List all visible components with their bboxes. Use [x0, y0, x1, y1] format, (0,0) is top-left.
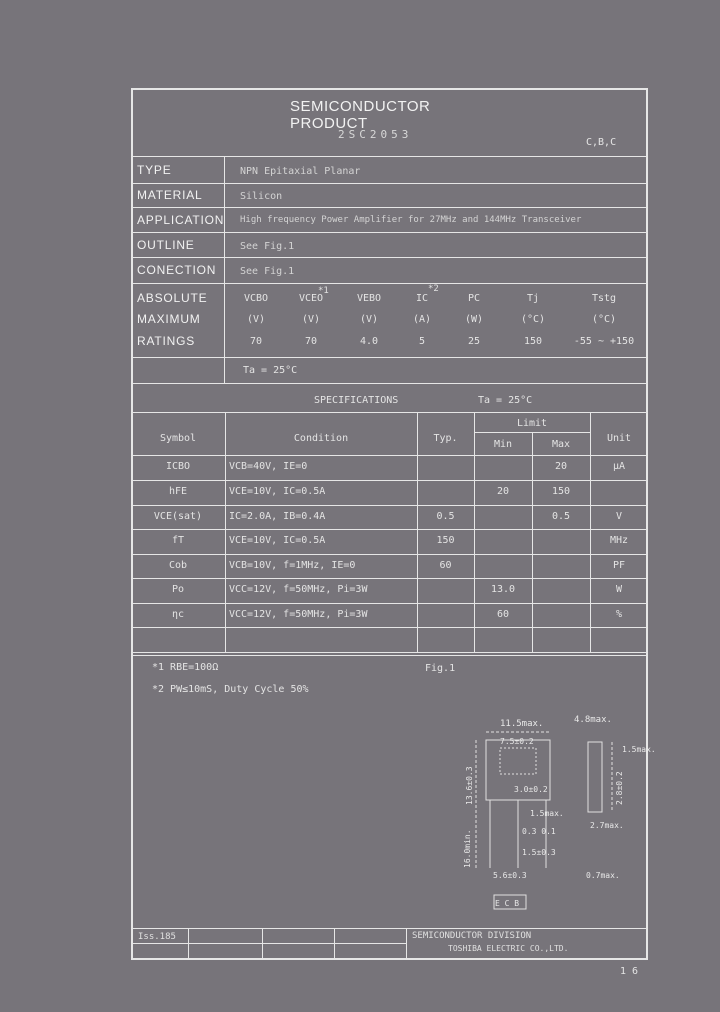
- cell-unit: PF: [612, 560, 626, 571]
- dim-text: 16.0min.: [463, 829, 472, 868]
- divider: [131, 943, 406, 944]
- note-1: *1 RBE=100Ω: [152, 662, 219, 673]
- rating-symbol: PC: [467, 293, 481, 304]
- rating-value: 150: [523, 336, 543, 347]
- rating-symbol: Tj: [526, 293, 540, 304]
- cell-unit: MHz: [609, 535, 629, 546]
- dim-text: 1.5max.: [530, 809, 564, 818]
- rating-value: 25: [467, 336, 481, 347]
- specs-condition: Ta = 25°C: [478, 395, 533, 406]
- header-unit: Unit: [606, 433, 632, 444]
- type-label: TYPE: [137, 163, 172, 177]
- cell-typ: 0.5: [436, 511, 455, 522]
- rating-unit: (°C): [591, 314, 617, 325]
- rating-value: 70: [304, 336, 318, 347]
- dim-text: 5.6±0.3: [493, 871, 527, 880]
- cell-condition: VCE=10V, IC=0.5A: [229, 486, 326, 497]
- cell-min: 60: [496, 609, 510, 620]
- rating-value: 5: [418, 336, 426, 347]
- cell-max: 150: [551, 486, 571, 497]
- cell-min: 13.0: [490, 584, 516, 595]
- header-symbol: Symbol: [159, 433, 197, 444]
- pin-label: E C B: [495, 899, 520, 908]
- dim-text: 11.5max.: [500, 719, 544, 729]
- ratings-condition: Ta = 25°C: [243, 365, 298, 376]
- cell-unit: V: [615, 511, 623, 522]
- cell-typ: 150: [436, 535, 455, 546]
- division-name: TOSHIBA ELECTRIC CO.,LTD.: [448, 944, 569, 953]
- dim-text: 1.5±0.3: [522, 848, 556, 857]
- doc-code: C,B,C: [586, 137, 617, 148]
- rating-unit: (V): [359, 314, 379, 325]
- cell-typ: 60: [439, 560, 452, 571]
- note-mark: *2: [428, 284, 439, 294]
- type-value: NPN Epitaxial Planar: [240, 166, 361, 177]
- dim-text: 2.8±0.2: [615, 771, 624, 805]
- cell-condition: IC=2.0A, IB=0.4A: [229, 511, 326, 522]
- dim-text: 2.7max.: [590, 821, 624, 830]
- rating-symbol: VCEO: [298, 293, 324, 304]
- cell-unit: W: [615, 584, 623, 595]
- rating-symbol: VEBO: [356, 293, 382, 304]
- rating-value: -55 ~ +150: [573, 336, 635, 347]
- issue-number: Iss.185: [138, 932, 176, 942]
- cell-unit: μA: [612, 461, 626, 472]
- rating-symbol: Tstg: [591, 293, 617, 304]
- cell-max: 20: [554, 461, 568, 472]
- cell-symbol: ηc: [171, 609, 185, 620]
- rating-unit: (V): [301, 314, 321, 325]
- material-value: Silicon: [240, 191, 283, 202]
- rating-value: 70: [249, 336, 263, 347]
- rating-symbol: IC: [415, 293, 429, 304]
- header-limit: Limit: [516, 418, 548, 429]
- package-tab: [500, 748, 536, 774]
- ratings-label-maximum: MAXIMUM: [137, 312, 201, 326]
- header-condition: Condition: [293, 433, 349, 444]
- specs-title: SPECIFICATIONS: [314, 395, 399, 406]
- cell-condition: VCB=40V, IE=0: [229, 461, 308, 472]
- cell-symbol: Cob: [168, 560, 188, 571]
- outline-label: OUTLINE: [137, 238, 195, 252]
- rating-symbol: VCBO: [243, 293, 269, 304]
- rating-unit: (W): [464, 314, 484, 325]
- package-side: [588, 742, 602, 812]
- ratings-label-absolute: ABSOLUTE: [137, 291, 208, 305]
- material-label: MATERIAL: [137, 188, 203, 202]
- note-2: *2 PW≤10mS, Duty Cycle 50%: [152, 684, 309, 695]
- dim-text: 0.3 0.1: [522, 827, 556, 836]
- page-number: 1 6: [620, 966, 639, 977]
- cell-symbol: hFE: [168, 486, 188, 497]
- header-typ: Typ.: [433, 433, 458, 444]
- dim-text: 1.5max.: [622, 745, 656, 754]
- cell-condition: VCE=10V, IC=0.5A: [229, 535, 326, 546]
- application-label: APPLICATION: [137, 213, 225, 227]
- rating-unit: (°C): [520, 314, 546, 325]
- cell-condition: VCB=10V, f=1MHz, IE=0: [229, 560, 356, 571]
- cell-max: 0.5: [551, 511, 571, 522]
- cell-condition: VCC=12V, f=50MHz, Pi=3W: [229, 609, 368, 620]
- cell-symbol: Po: [171, 584, 185, 595]
- note-mark: *1: [318, 286, 329, 296]
- outline-value: See Fig.1: [240, 241, 295, 252]
- divider: [131, 928, 648, 929]
- cell-symbol: ICBO: [165, 461, 191, 472]
- cell-min: 20: [496, 486, 510, 497]
- ratings-label-ratings: RATINGS: [137, 334, 196, 348]
- cell-unit: %: [615, 609, 623, 620]
- dim-text: 13.6±0.3: [465, 766, 474, 805]
- company-name: SEMICONDUCTOR DIVISION: [412, 931, 532, 941]
- cell-condition: VCC=12V, f=50MHz, Pi=3W: [229, 584, 368, 595]
- page-title: SEMICONDUCTOR PRODUCT: [290, 98, 431, 132]
- dim-text: 0.7max.: [586, 871, 620, 880]
- figure-label: Fig.1: [425, 663, 456, 674]
- connection-label: CONECTION: [137, 263, 217, 277]
- cell-symbol: VCE(sat): [153, 511, 203, 522]
- rating-value: 4.0: [359, 336, 379, 347]
- cell-symbol: fT: [171, 535, 185, 546]
- connection-value: See Fig.1: [240, 266, 295, 277]
- part-number: 2SC2053: [338, 128, 413, 141]
- dim-text: 7.5±0.2: [500, 737, 534, 746]
- application-value: High frequency Power Amplifier for 27MHz and 144MHz Transceiver: [240, 215, 582, 225]
- dim-text: 4.8max.: [574, 715, 612, 725]
- rating-unit: (A): [412, 314, 432, 325]
- rating-unit: (V): [246, 314, 266, 325]
- divider: [406, 928, 407, 958]
- dim-text: 3.0±0.2: [514, 785, 548, 794]
- header-min: Min: [493, 439, 513, 450]
- header-max: Max: [551, 439, 571, 450]
